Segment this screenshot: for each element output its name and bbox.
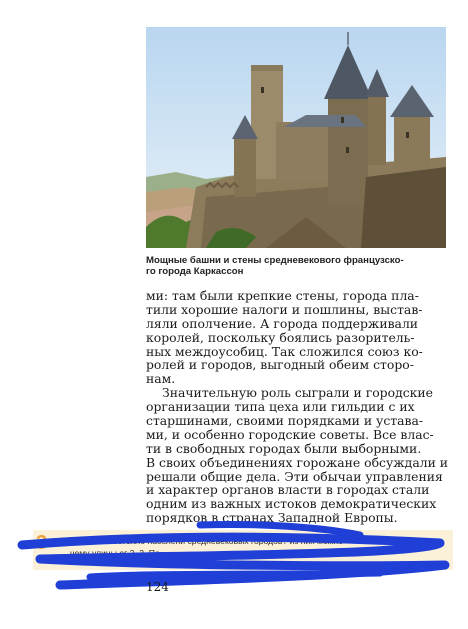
body-text — [146, 289, 451, 525]
castle-photo — [146, 27, 446, 248]
caption-line: Мощные башни и стены средневекового французско- — [146, 255, 404, 266]
castle-illustration — [146, 27, 446, 248]
text-line: ми: там были крепкие стены, города пла- — [146, 288, 419, 303]
question-line — [70, 535, 448, 547]
photo-caption — [146, 255, 451, 277]
question-item-number: 1 — [70, 536, 75, 546]
caption-line: го города Каркассон — [146, 266, 244, 277]
text-line: старшинами, своими порядками и устава- — [146, 413, 424, 429]
text-line: королей, поскольку боялись разоритель- — [146, 329, 415, 345]
text-line: одним из важных истоков демократических — [146, 496, 437, 512]
text-line: ти в свободных городах были выборными. — [146, 440, 422, 456]
question-line-text: чему улицы ег 2, 3. По- — [70, 548, 163, 558]
text-line: нам. — [146, 371, 176, 387]
question-line — [70, 547, 448, 559]
question-line-text: Из кого состояло населени средневековых городов? из них можно — [77, 536, 343, 546]
text-line: тили хорошие налоги и пошлины, выстав- — [146, 301, 423, 317]
text-line: ляли ополчение. А города поддерживали — [146, 315, 419, 331]
question-section-number: 3 — [36, 532, 48, 554]
page-number: 124 — [146, 580, 169, 594]
text-line: и характер органов власти в городах стали — [146, 482, 430, 498]
text-line: ных междоусобиц. Так сложился союз ко- — [146, 343, 423, 359]
question-line: и, с — [400, 560, 414, 570]
question-text — [70, 535, 448, 571]
text-line: В своих объединениях горожане обсуждали и — [146, 454, 449, 470]
text-line: решали общие дела. Эти обычаи управления — [146, 468, 443, 484]
text-line: ролей и городов, выгодный обеим сторо- — [146, 357, 414, 373]
text-line: порядков в странах Западной Европы. — [146, 510, 398, 526]
text-line: ми, и особенно городские советы. Все влас- — [146, 426, 434, 442]
text-line: организации типа цеха или гильдии с их — [146, 399, 415, 415]
text-line: Значительную роль сыграли и городские — [162, 385, 433, 401]
